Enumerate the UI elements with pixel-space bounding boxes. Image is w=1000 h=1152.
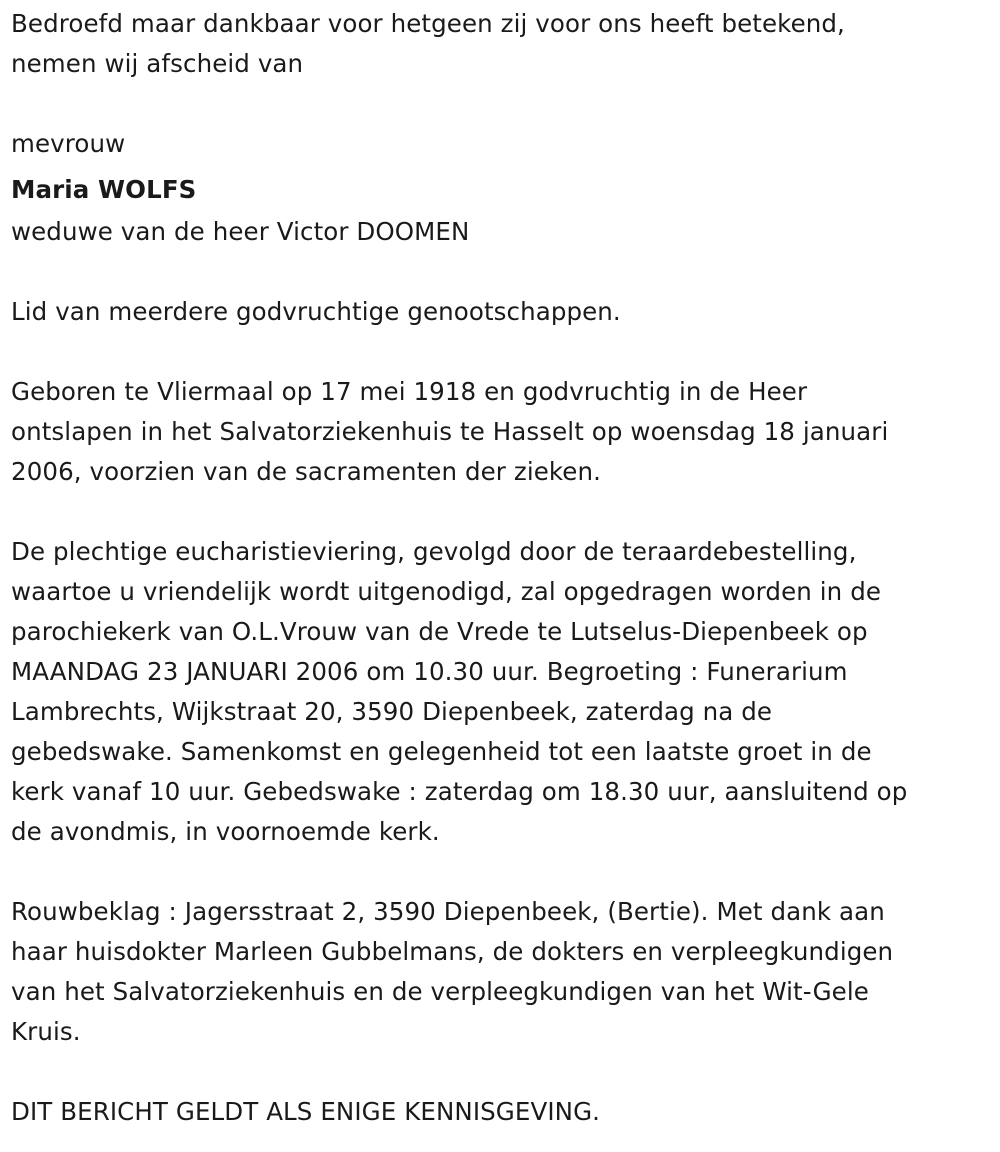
ceremony-line: De plechtige eucharistieviering, gevolgd door de teraardebestelling,	[11, 537, 857, 566]
ceremony-line: Lambrechts, Wijkstraat 20, 3590 Diepenbeek, zaterdag na de	[11, 697, 773, 726]
condolences-paragraph	[11, 892, 990, 1052]
ceremony-line: de avondmis, in voornoemde kerk.	[11, 817, 440, 846]
person-block	[11, 124, 990, 252]
condolences-line: haar huisdokter Marleen Gubbelmans, de dokters en verpleegkundigen	[11, 937, 894, 966]
intro-paragraph	[11, 4, 990, 84]
spacer	[11, 84, 990, 124]
spacer	[11, 852, 990, 892]
closing-paragraph	[11, 1092, 990, 1132]
closing-line: DIT BERICHT GELDT ALS ENIGE KENNISGEVING.	[11, 1097, 601, 1126]
intro-line: nemen wij afscheid van	[11, 49, 304, 78]
condolences-line: Rouwbeklag : Jagersstraat 2, 3590 Diepenbeek, (Bertie). Met dank aan	[11, 897, 885, 926]
ceremony-line: parochiekerk van O.L.Vrouw van de Vrede te Lutselus-Diepenbeek op	[11, 617, 868, 646]
spacer	[11, 1052, 990, 1092]
person-spouse: weduwe van de heer Victor DOOMEN	[11, 217, 470, 246]
person-name: Maria WOLFS	[11, 175, 197, 204]
ceremony-line: kerk vanaf 10 uur. Gebedswake : zaterdag om 18.30 uur, aansluitend op	[11, 777, 908, 806]
spacer	[11, 332, 990, 372]
ceremony-line: gebedswake. Samenkomst en gelegenheid tot een laatste groet in de	[11, 737, 872, 766]
ceremony-paragraph	[11, 532, 990, 852]
ceremony-line: MAANDAG 23 JANUARI 2006 om 10.30 uur. Begroeting : Funerarium	[11, 657, 848, 686]
condolences-line: Kruis.	[11, 1017, 81, 1046]
birth-death-paragraph	[11, 372, 990, 492]
condolences-line: van het Salvatorziekenhuis en de verpleegkundigen van het Wit-Gele	[11, 977, 869, 1006]
birth-death-line: Geboren te Vliermaal op 17 mei 1918 en godvruchtig in de Heer	[11, 377, 808, 406]
intro-line: Bedroefd maar dankbaar voor hetgeen zij voor ons heeft betekend,	[11, 9, 845, 38]
ceremony-line: waartoe u vriendelijk wordt uitgenodigd, zal opgedragen worden in de	[11, 577, 882, 606]
membership-paragraph	[11, 292, 990, 332]
person-title: mevrouw	[11, 129, 126, 158]
membership-line: Lid van meerdere godvruchtige genootschappen.	[11, 297, 621, 326]
birth-death-line: 2006, voorzien van de sacramenten der zieken.	[11, 457, 601, 486]
spacer	[11, 252, 990, 292]
birth-death-line: ontslapen in het Salvatorziekenhuis te Hasselt op woensdag 18 januari	[11, 417, 889, 446]
spacer	[11, 492, 990, 532]
